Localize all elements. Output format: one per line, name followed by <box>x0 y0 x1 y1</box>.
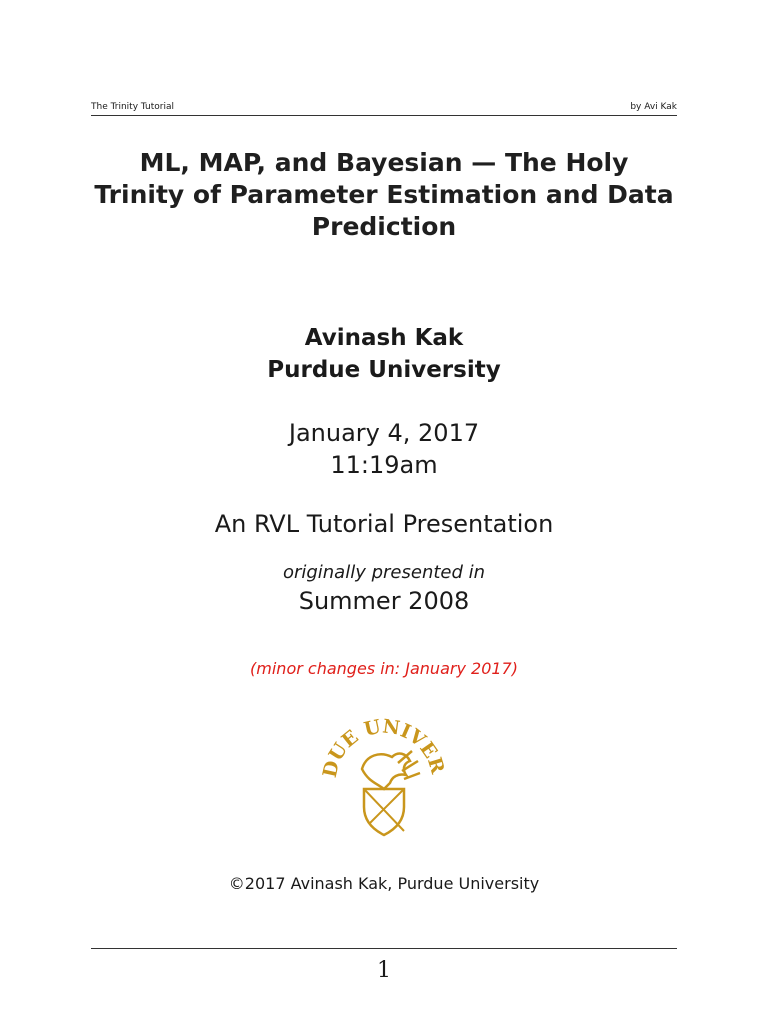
original-date: Summer 2008 <box>298 587 470 615</box>
svg-text:PURDUE UNIVERSITY: DUE UNIVER <box>318 715 449 780</box>
running-header <box>91 101 677 116</box>
document-title <box>80 147 688 243</box>
author-name: Avinash Kak <box>304 325 464 351</box>
title-line-1: ML, MAP, and Bayesian — The Holy <box>139 148 629 177</box>
date-block <box>0 417 768 481</box>
date-day: January 4, 2017 <box>288 419 480 447</box>
title-line-3: Prediction <box>311 212 457 241</box>
author-affiliation: Purdue University <box>267 357 501 383</box>
author-block <box>0 322 768 386</box>
originally-presented: originally presented in <box>282 562 486 583</box>
date-time: 11:19am <box>330 451 438 479</box>
page-number: 1 <box>377 958 391 983</box>
header-right: by Avi Kak <box>630 102 677 112</box>
purdue-seal-icon <box>314 711 454 851</box>
presentation-type: An RVL Tutorial Presentation <box>214 510 554 538</box>
copyright: ©2017 Avinash Kak, Purdue University <box>228 874 540 893</box>
footer-divider <box>91 948 677 949</box>
title-line-2: Trinity of Parameter Estimation and Data <box>94 180 674 209</box>
minor-changes-note: (minor changes in: January 2017) <box>250 659 518 678</box>
header-left: The Trinity Tutorial <box>91 102 174 112</box>
